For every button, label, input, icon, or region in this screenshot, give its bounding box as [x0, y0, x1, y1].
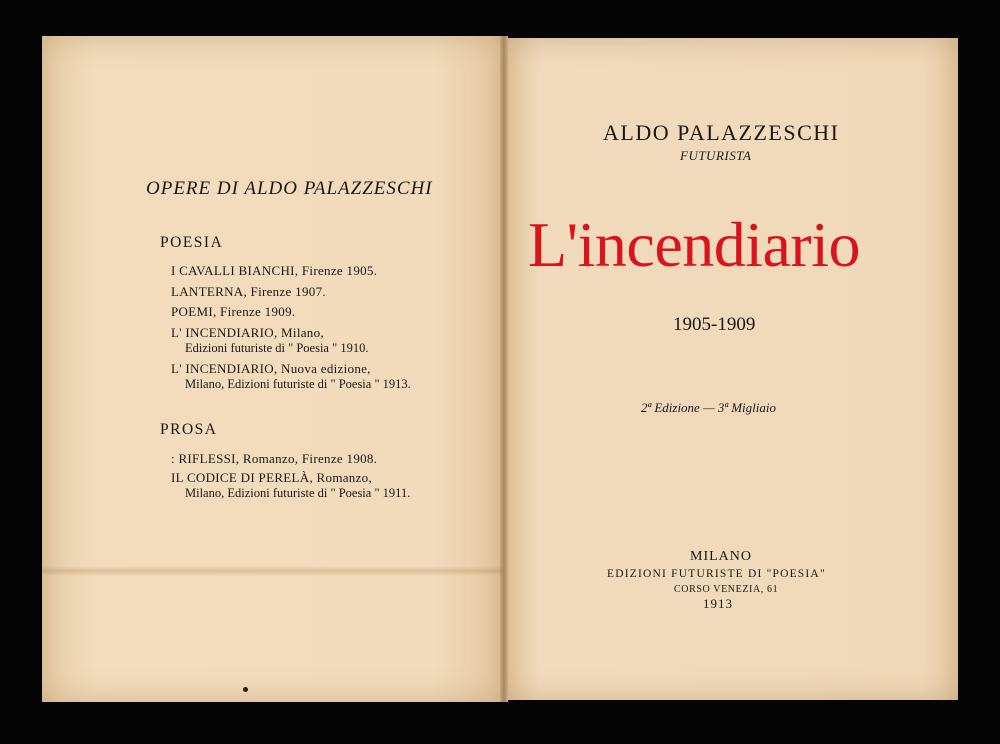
- prose-heading: PROSA: [160, 421, 218, 438]
- author-name: ALDO PALAZZESCHI: [603, 120, 840, 145]
- publisher-name: EDIZIONI FUTURISTE DI "POESIA": [607, 568, 826, 580]
- poetry-entry: LANTERNA, Firenze 1907.: [171, 284, 326, 299]
- author-subtitle: FUTURISTA: [680, 148, 752, 163]
- book-spine-fold: [500, 36, 508, 702]
- poetry-entry: POEMI, Firenze 1909.: [171, 304, 296, 319]
- publisher-city: MILANO: [690, 549, 752, 564]
- prose-entry-continued: Milano, Edizioni futuriste di " Poesia " 1911.: [185, 486, 411, 500]
- prose-entry: : RIFLESSI, Romanzo, Firenze 1908.: [171, 451, 378, 466]
- poetry-entry-continued: Edizioni futuriste di " Poesia " 1910.: [185, 341, 369, 355]
- prose-entry: IL CODICE DI PERELÀ, Romanzo,: [171, 470, 373, 485]
- ink-spot: [243, 687, 248, 692]
- poetry-entry-continued: Milano, Edizioni futuriste di " Poesia " 1913.: [185, 377, 411, 391]
- poetry-entry: I CAVALLI BIANCHI, Firenze 1905.: [171, 263, 378, 278]
- publication-year: 1913: [703, 596, 733, 611]
- book-years: 1905-1909: [673, 314, 756, 335]
- poetry-entry: L' INCENDIARIO, Nuova edizione,: [171, 361, 371, 376]
- poetry-heading: POESIA: [160, 234, 224, 251]
- book-title: L'incendiario: [528, 209, 860, 280]
- page-crease: [42, 566, 503, 576]
- poetry-entry: L' INCENDIARIO, Milano,: [171, 325, 324, 340]
- works-list-title: OPERE DI ALDO PALAZZESCHI: [146, 178, 433, 199]
- publisher-address: CORSO VENEZIA, 61: [674, 584, 779, 595]
- edition-line: 2ª Edizione — 3ª Migliaio: [641, 400, 777, 415]
